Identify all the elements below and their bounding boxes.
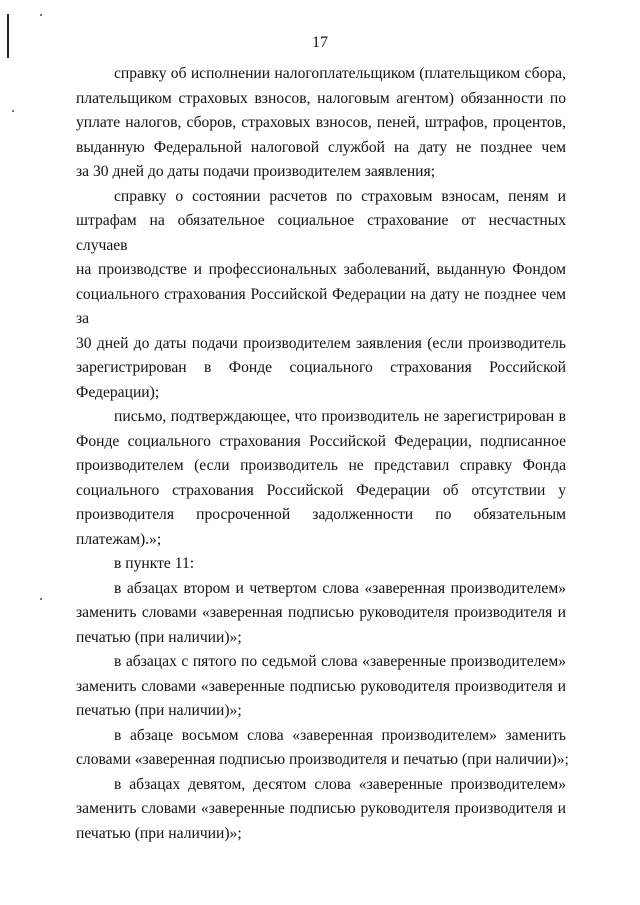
text-line: зарегистрирован в Фонде социального страхования Российской	[76, 359, 566, 376]
text-line: заменить словами «заверенные подписью руководителя производителя и	[76, 677, 566, 695]
text-line: штрафам на обязательное социальное страхование от несчастных случаев	[76, 212, 566, 254]
text-line: печатью (при наличии)»;	[76, 628, 242, 646]
text-line: выданную Федеральной налоговой службой на дату не позднее чем	[76, 138, 566, 156]
text-line: социального страхования Российской Федерации об отсутствии у	[76, 481, 566, 499]
paragraph	[76, 724, 569, 773]
paragraph	[76, 552, 566, 577]
text-line: производителем (если производитель не представил справку Фонда	[76, 457, 566, 474]
text-line: плательщиком страховых взносов, налоговым агентом) обязанности по	[76, 89, 566, 107]
text-line: уплате налогов, сборов, страховых взносов, пеней, штрафов, процентов,	[76, 114, 566, 131]
paragraph	[76, 577, 566, 651]
text-line: заменить словами «заверенные подписью руководителя производителя и	[76, 800, 566, 817]
scan-speck	[12, 110, 14, 112]
text-line: справку об исполнении налогоплательщиком (плательщиком сбора,	[114, 65, 566, 82]
text-line: в абзацах с пятого по седьмой слова «заверенные производителем»	[114, 653, 566, 670]
text-line: на производстве и профессиональных заболеваний, выданную Фондом	[76, 261, 566, 278]
scan-speck	[40, 14, 42, 16]
paragraph	[76, 405, 566, 552]
text-line: в абзацах втором и четвертом слова «заверенная производителем»	[114, 579, 566, 597]
text-line: в пункте 11:	[114, 555, 195, 572]
paragraph	[76, 62, 566, 185]
text-line: печатью (при наличии)»;	[76, 702, 242, 719]
text-line: Фонде социального страхования Российской Федерации, подписанное	[76, 432, 566, 450]
text-line: печатью (при наличии)»;	[76, 824, 242, 842]
paragraph	[76, 650, 566, 724]
scan-speck	[40, 598, 42, 600]
text-line: социального страхования Российской Федерации на дату не позднее чем за	[76, 285, 566, 327]
text-line: справку о состоянии расчетов по страховым взносам, пеням и	[114, 187, 566, 205]
paragraph	[76, 773, 566, 847]
page-number: 17	[312, 34, 328, 51]
text-line: производителя просроченной задолженности по обязательным	[76, 506, 566, 523]
text-line: 30 дней до даты подачи производителем заявления (если производитель	[76, 334, 566, 352]
text-line: письмо, подтверждающее, что производитель не зарегистрирован в	[114, 408, 566, 425]
text-line: платежам).»;	[76, 530, 162, 548]
text-line: за 30 дней до даты подачи производителем заявления;	[76, 163, 436, 180]
text-line: заменить словами «заверенная подписью руководителя производителя и	[76, 604, 566, 621]
text-line: в абзацах девятом, десятом слова «заверенные производителем»	[114, 775, 566, 793]
paragraph	[76, 185, 566, 406]
text-line: словами «заверенная подписью производителя и печатью (при наличии)»;	[76, 751, 569, 768]
text-line: в абзаце восьмом слова «заверенная производителем» заменить	[114, 726, 566, 744]
text-line: Федерации);	[76, 383, 160, 401]
document-body	[76, 62, 569, 846]
